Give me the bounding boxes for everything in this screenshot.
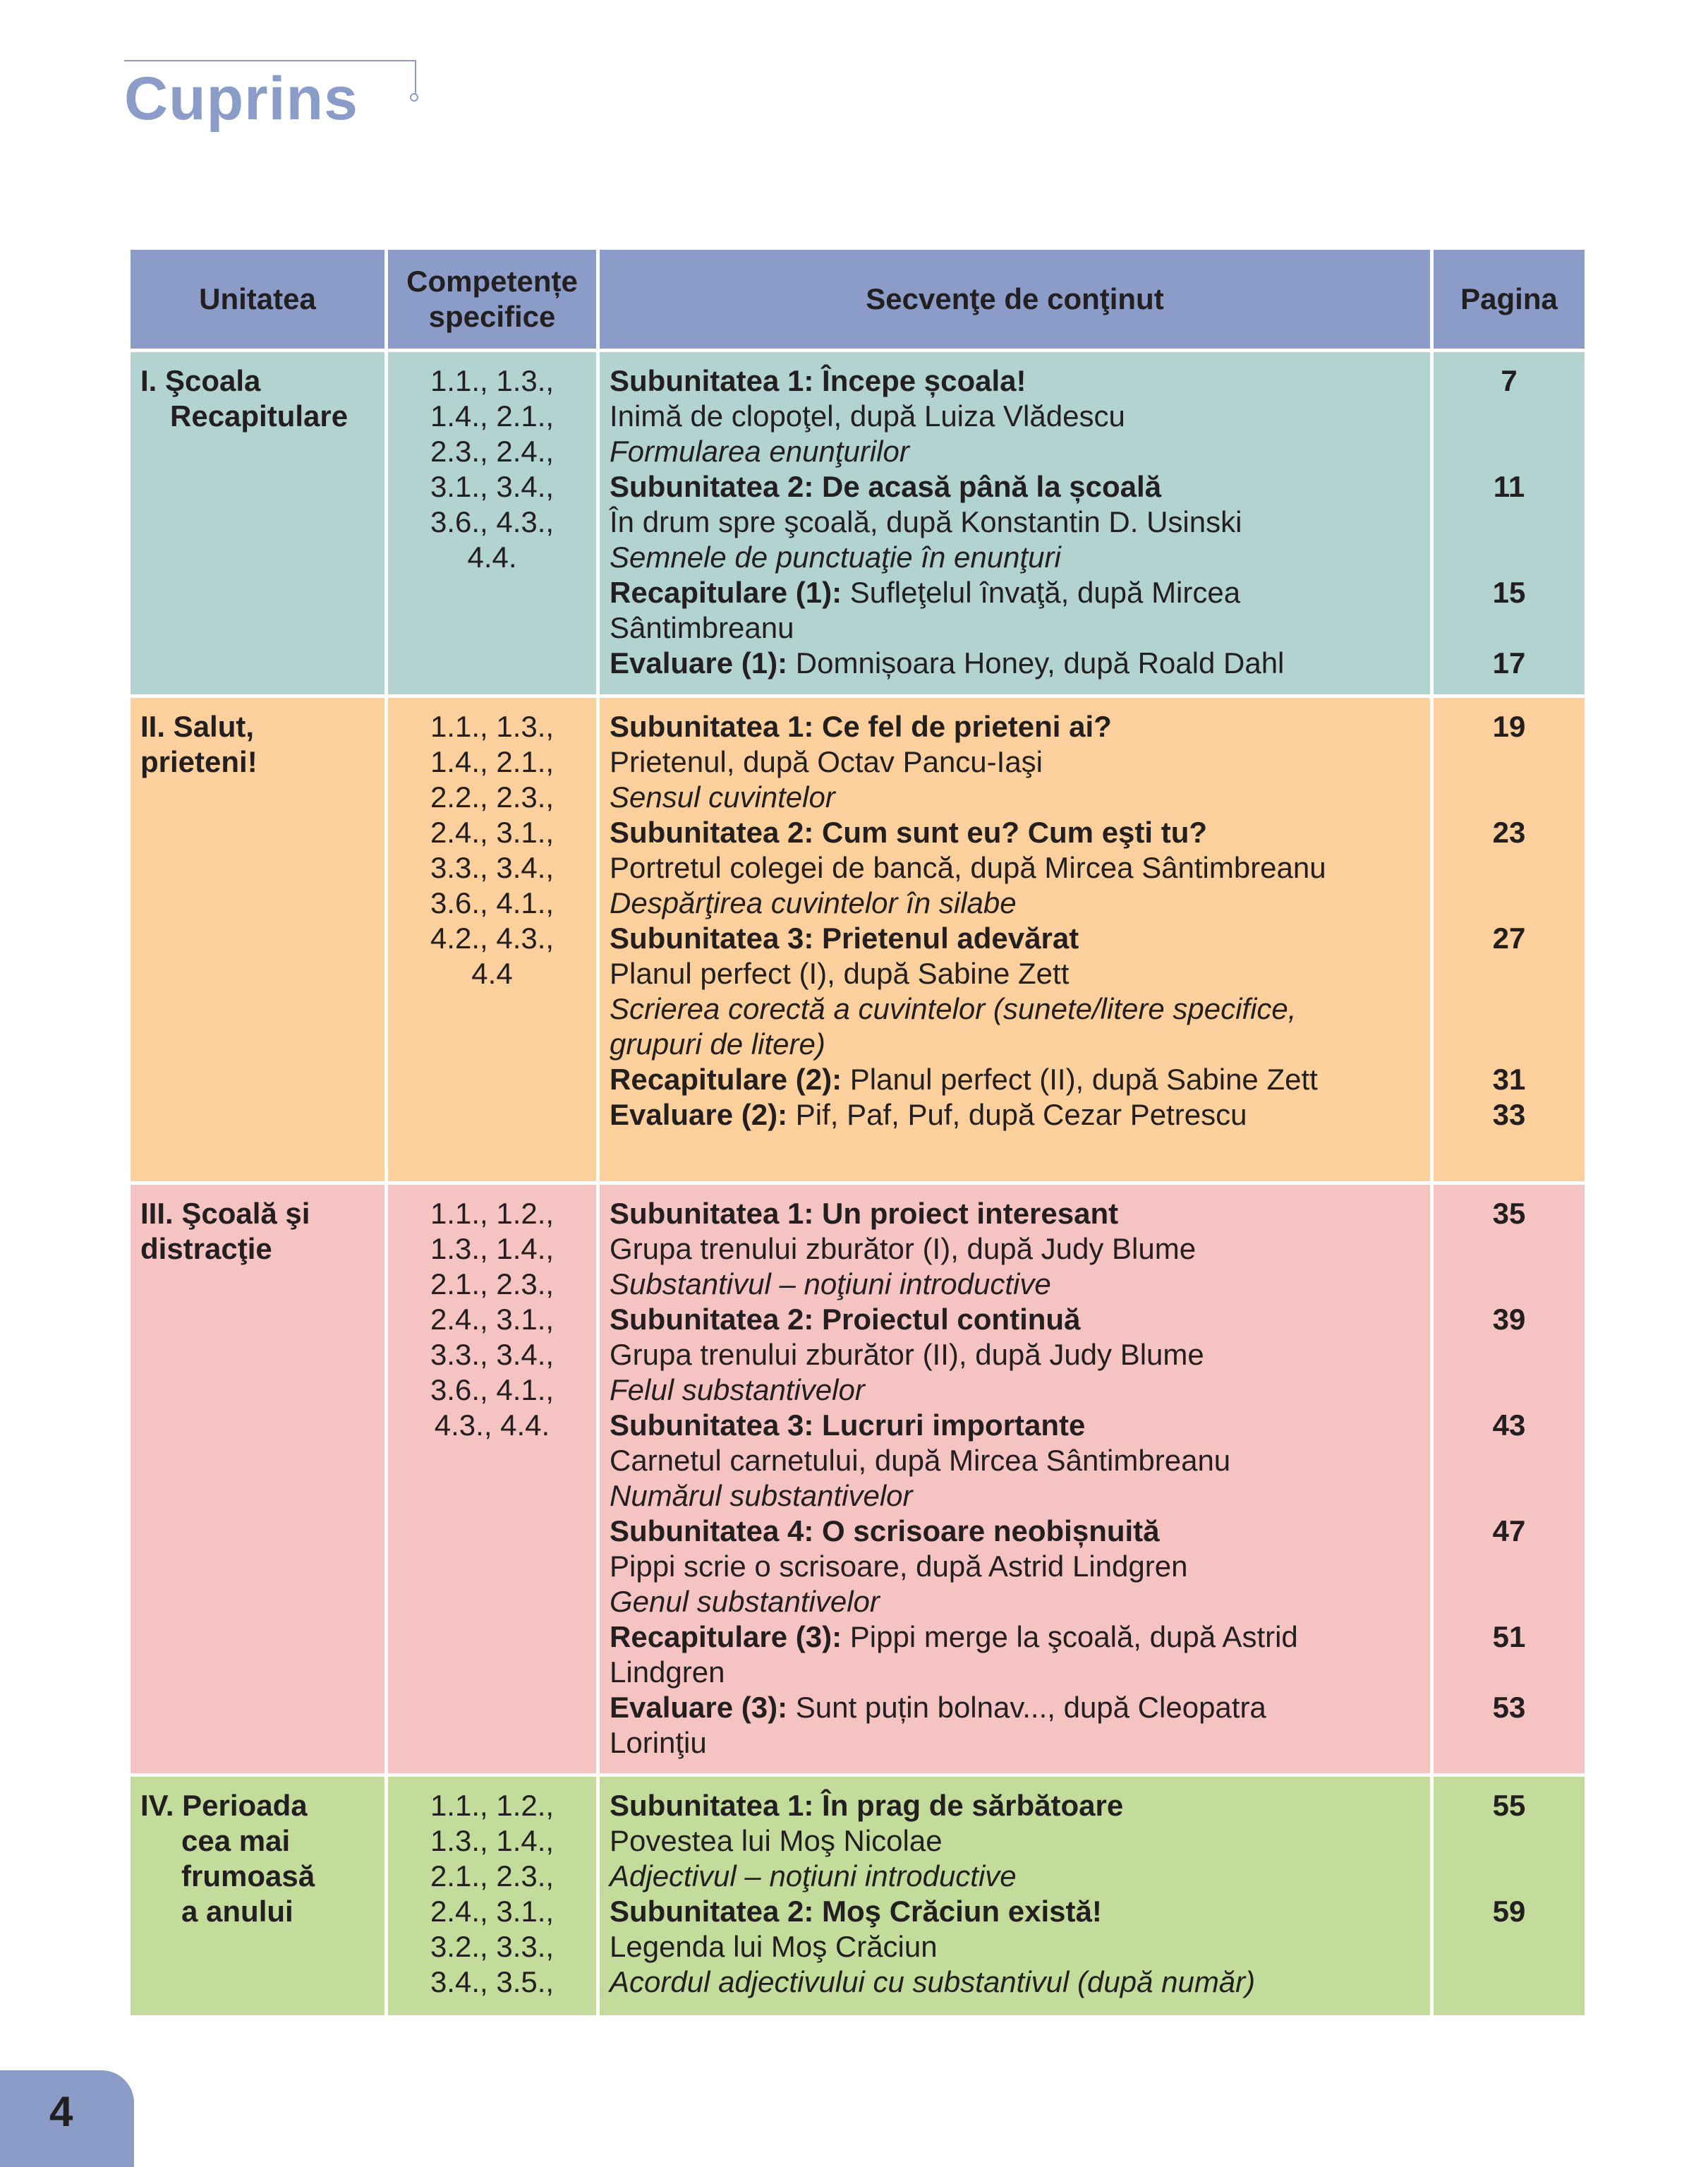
page-number-entry: 31: [1492, 1063, 1526, 1096]
content-text: Planul perfect (II), după Sabine Zett: [842, 1063, 1318, 1096]
competence-line: 2.4., 3.1.,: [430, 1895, 555, 1928]
header-content: Secvenţe de conţinut: [598, 248, 1432, 351]
unit-title-cell: [129, 696, 387, 1183]
unit-title-line: IV. Perioada: [140, 1789, 308, 1822]
page-number-entry: 17: [1492, 646, 1526, 680]
content-text: Povestea lui Moş Nicolae: [610, 1824, 943, 1857]
contents-table: [127, 246, 1588, 2019]
content-line: [610, 1964, 1420, 2000]
competences-cell: [387, 1183, 598, 1775]
content-line: [610, 886, 1420, 921]
content-text: Inimă de clopoţel, după Luiza Vlădescu: [610, 399, 1125, 433]
page-number-entry: [1434, 1929, 1585, 1964]
content-heading-line: [610, 1894, 1420, 1929]
content-heading-line: [610, 921, 1420, 956]
header-page: Pagina: [1432, 248, 1587, 351]
content-text: Despărţirea cuvintelor în silabe: [610, 886, 1017, 919]
content-heading-line: [610, 1408, 1420, 1443]
title-rule: [124, 60, 416, 61]
page-number-entry: [1434, 1443, 1585, 1478]
content-heading-line: [610, 1062, 1420, 1097]
content-line: [610, 991, 1420, 1027]
page-number-entry: 27: [1492, 922, 1526, 955]
content-heading-line: [610, 575, 1420, 610]
page-number-entry: [1434, 780, 1585, 815]
unit-title-line: III. Şcoală şi: [140, 1197, 310, 1230]
unit-row: [129, 1183, 1587, 1775]
competence-line: 4.4: [471, 957, 513, 990]
unit-title-cell: [129, 351, 387, 696]
content-label: Subunitatea 4: O scrisoare neobișnuită: [610, 1514, 1160, 1547]
content-line: [610, 1478, 1420, 1514]
competence-line: 1.1., 1.2.,: [430, 1789, 555, 1822]
content-line: [610, 540, 1420, 575]
page-number-entry: 23: [1492, 816, 1526, 849]
content-text: Grupa trenului zburător (II), după Judy Blume: [610, 1338, 1204, 1371]
unit-title-line: Recapitulare: [170, 399, 349, 433]
content-cell: [598, 1775, 1432, 2017]
content-line: [610, 1655, 1420, 1690]
content-label: Recapitulare (3):: [610, 1620, 842, 1653]
page-number-entry: [1434, 1655, 1585, 1690]
page-number-entry: [1434, 399, 1585, 434]
competence-line: 2.1., 2.3.,: [430, 1267, 555, 1300]
content-heading-line: [610, 1097, 1420, 1133]
content-heading-line: [610, 1302, 1420, 1337]
unit-title-cell: [129, 1775, 387, 2017]
competence-line: 2.1., 2.3.,: [430, 1859, 555, 1893]
content-label: Subunitatea 1: Un proiect interesant: [610, 1197, 1119, 1230]
competence-line: 4.4.: [467, 541, 517, 574]
content-text: Carnetul carnetului, după Mircea Sântimbreanu: [610, 1444, 1231, 1477]
content-cell: [598, 1183, 1432, 1775]
page-cell: [1432, 351, 1587, 696]
page-number-entry: [1434, 434, 1585, 469]
competence-line: 3.3., 3.4.,: [430, 851, 555, 884]
page-number-entry: [1434, 1337, 1585, 1372]
content-label: Evaluare (3):: [610, 1691, 788, 1724]
content-line: [610, 1549, 1420, 1584]
competence-line: 1.3., 1.4.,: [430, 1232, 555, 1265]
content-text: Pippi merge la şcoală, după Astrid: [842, 1620, 1298, 1653]
content-text: Acordul adjectivului cu substantivul (după număr): [610, 1965, 1256, 1998]
content-heading-line: [610, 1514, 1420, 1549]
title-rule-hook: [415, 60, 416, 95]
page-number-entry: 19: [1492, 710, 1526, 743]
page-cell: [1432, 1775, 1587, 2017]
competence-line: 1.1., 1.3.,: [430, 710, 555, 743]
content-text: Pippi scrie o scrisoare, după Astrid Lindgren: [610, 1550, 1188, 1583]
competences-cell: [387, 1775, 598, 2017]
page-number-entry: [1434, 1372, 1585, 1408]
page-number-entry: [1434, 886, 1585, 921]
header-competences-line2: specifice: [428, 300, 556, 333]
page-number-entry: 47: [1492, 1514, 1526, 1547]
competence-line: 2.3., 2.4.,: [430, 435, 555, 468]
page-number-entry: [1434, 1725, 1585, 1761]
page-number-entry: [1434, 540, 1585, 575]
content-line: [610, 850, 1420, 886]
content-text: Genul substantivelor: [610, 1585, 880, 1618]
content-text: În drum spre şcoală, după Konstantin D. Usinski: [610, 505, 1242, 538]
content-text: Legenda lui Moş Crăciun: [610, 1930, 938, 1963]
content-line: [610, 1027, 1420, 1062]
content-line: [610, 1929, 1420, 1964]
page-number-entry: [1434, 1478, 1585, 1514]
title-rule-dot: [410, 93, 418, 102]
content-heading-line: [610, 1196, 1420, 1231]
content-line: [610, 505, 1420, 540]
page-number-entry: [1434, 1027, 1585, 1062]
page-number-entry: 35: [1492, 1197, 1526, 1230]
content-text: Portretul colegei de bancă, după Mircea Sântimbreanu: [610, 851, 1326, 884]
header-competences-line1: Competențe: [406, 265, 578, 298]
content-text: Planul perfect (I), după Sabine Zett: [610, 957, 1070, 990]
content-text: Prietenul, după Octav Pancu-Iaşi: [610, 745, 1043, 778]
page-cell: [1432, 696, 1587, 1183]
content-line: [610, 1859, 1420, 1894]
page-number-entry: [1434, 991, 1585, 1027]
content-line: [610, 1337, 1420, 1372]
content-line: [610, 744, 1420, 780]
content-line: [610, 610, 1420, 646]
content-line: [610, 1267, 1420, 1302]
competences-cell: [387, 351, 598, 696]
page-number-entry: [1434, 1584, 1585, 1619]
competence-line: 1.1., 1.2.,: [430, 1197, 555, 1230]
competence-line: 2.4., 3.1.,: [430, 816, 555, 849]
unit-row: [129, 351, 1587, 696]
competence-line: 3.3., 3.4.,: [430, 1338, 555, 1371]
page-number-entry: [1434, 1231, 1585, 1267]
page-number-entry: [1434, 1549, 1585, 1584]
page-number-entry: 7: [1501, 364, 1518, 397]
competence-line: 3.4., 3.5.,: [430, 1965, 555, 1998]
content-heading-line: [610, 469, 1420, 505]
unit-title-line: a anului: [181, 1895, 293, 1928]
content-text: Substantivul – noţiuni introductive: [610, 1267, 1051, 1300]
content-label: Subunitatea 3: Prietenul adevărat: [610, 922, 1079, 955]
content-line: [610, 1231, 1420, 1267]
content-text: grupuri de litere): [610, 1027, 825, 1061]
content-heading-line: [610, 646, 1420, 681]
page-number-entry: [1434, 610, 1585, 646]
competence-line: 3.6., 4.1.,: [430, 1373, 555, 1406]
header-unit: Unitatea: [129, 248, 387, 351]
contents-table-body: [129, 351, 1587, 2017]
page-number-entry: 39: [1492, 1303, 1526, 1336]
content-label: Subunitatea 1: Începe școala!: [610, 364, 1026, 397]
competence-line: 2.4., 3.1.,: [430, 1303, 555, 1336]
competence-line: 1.1., 1.3.,: [430, 364, 555, 397]
content-text: Formularea enunţurilor: [610, 435, 909, 468]
page-number-entry: [1434, 850, 1585, 886]
content-label: Subunitatea 2: Proiectul continuă: [610, 1303, 1081, 1336]
content-text: Lindgren: [610, 1655, 725, 1689]
page-number-entry: 15: [1492, 576, 1526, 609]
content-label: Subunitatea 2: Cum sunt eu? Cum eşti tu?: [610, 816, 1208, 849]
content-heading-line: [610, 363, 1420, 399]
competence-line: 3.6., 4.1.,: [430, 886, 555, 919]
unit-title-line: prieteni!: [140, 745, 258, 778]
content-line: [610, 434, 1420, 469]
unit-title-line: distracţie: [140, 1232, 272, 1265]
content-label: Subunitatea 1: În prag de sărbătoare: [610, 1789, 1124, 1822]
page-number-entry: 53: [1492, 1691, 1526, 1724]
content-cell: [598, 696, 1432, 1183]
content-text: Felul substantivelor: [610, 1373, 865, 1406]
content-label: Recapitulare (1):: [610, 576, 842, 609]
content-heading-line: [610, 815, 1420, 850]
page-number-entry: 59: [1492, 1895, 1526, 1928]
page-cell: [1432, 1183, 1587, 1775]
content-label: Evaluare (2):: [610, 1098, 788, 1131]
content-label: Recapitulare (2):: [610, 1063, 842, 1096]
content-line: [610, 1725, 1420, 1761]
content-cell: [598, 351, 1432, 696]
content-text: Sunt puțin bolnav..., după Cleopatra: [787, 1691, 1266, 1724]
content-text: Sensul cuvintelor: [610, 780, 835, 814]
content-line: [610, 1823, 1420, 1859]
content-label: Evaluare (1):: [610, 646, 788, 680]
competence-line: 4.2., 4.3.,: [430, 922, 555, 955]
unit-title-line: I. Şcoala: [140, 364, 261, 397]
page-title: Cuprins: [124, 65, 358, 133]
content-label: Subunitatea 1: Ce fel de prieteni ai?: [610, 710, 1112, 743]
page-number: 4: [49, 2088, 73, 2135]
competence-line: 4.3., 4.4.: [434, 1408, 550, 1442]
page-number-entry: 43: [1492, 1408, 1526, 1442]
table-header-row: [129, 248, 1587, 351]
content-text: Numărul substantivelor: [610, 1479, 913, 1512]
competence-line: 1.4., 2.1.,: [430, 399, 555, 433]
content-text: Sufleţelul învaţă, după Mircea: [842, 576, 1241, 609]
content-text: Domnișoara Honey, după Roald Dahl: [787, 646, 1285, 680]
page-number-entry: [1434, 1859, 1585, 1894]
competence-line: 1.3., 1.4.,: [430, 1824, 555, 1857]
unit-title-cell: [129, 1183, 387, 1775]
content-text: Pif, Paf, Puf, după Cezar Petrescu: [787, 1098, 1247, 1131]
competence-line: 1.4., 2.1.,: [430, 745, 555, 778]
page-number-entry: [1434, 744, 1585, 780]
content-line: [610, 956, 1420, 991]
page-number-entry: 33: [1492, 1098, 1526, 1131]
unit-row: [129, 696, 1587, 1183]
competence-line: 3.2., 3.3.,: [430, 1930, 555, 1963]
content-line: [610, 780, 1420, 815]
content-label: Subunitatea 3: Lucruri importante: [610, 1408, 1086, 1442]
competence-line: 2.2., 2.3.,: [430, 780, 555, 814]
content-line: [610, 1372, 1420, 1408]
page-number-entry: [1434, 956, 1585, 991]
page-number-entry: 11: [1493, 470, 1525, 503]
unit-title-line: frumoasă: [181, 1859, 315, 1893]
competence-line: 3.6., 4.3.,: [430, 505, 555, 538]
header-competences: [387, 248, 598, 351]
content-text: Scrierea corectă a cuvintelor (sunete/litere specifice,: [610, 992, 1297, 1025]
competences-cell: [387, 696, 598, 1183]
content-line: [610, 1443, 1420, 1478]
content-text: Grupa trenului zburător (I), după Judy Blume: [610, 1232, 1197, 1265]
page-number-entry: 51: [1492, 1620, 1526, 1653]
content-label: Subunitatea 2: Moş Crăciun există!: [610, 1895, 1102, 1928]
page-number-entry: [1434, 505, 1585, 540]
unit-title-line: cea mai: [181, 1824, 291, 1857]
content-text: Adjectivul – noţiuni introductive: [610, 1859, 1017, 1893]
content-heading-line: [610, 1788, 1420, 1823]
page-number-entry: 55: [1492, 1789, 1526, 1822]
content-heading-line: [610, 709, 1420, 744]
content-text: Semnele de punctuaţie în enunţuri: [610, 541, 1061, 574]
content-text: Sântimbreanu: [610, 611, 794, 644]
content-heading-line: [610, 1690, 1420, 1725]
unit-row: [129, 1775, 1587, 2017]
competence-line: 3.1., 3.4.,: [430, 470, 555, 503]
unit-title-line: II. Salut,: [140, 710, 255, 743]
content-heading-line: [610, 1619, 1420, 1655]
content-label: Subunitatea 2: De acasă până la școală: [610, 470, 1162, 503]
page-number-entry: [1434, 1823, 1585, 1859]
content-line: [610, 399, 1420, 434]
page-number-entry: [1434, 1267, 1585, 1302]
content-text: Lorinţiu: [610, 1726, 707, 1759]
page-number-entry: [1434, 1964, 1585, 2000]
content-line: [610, 1584, 1420, 1619]
